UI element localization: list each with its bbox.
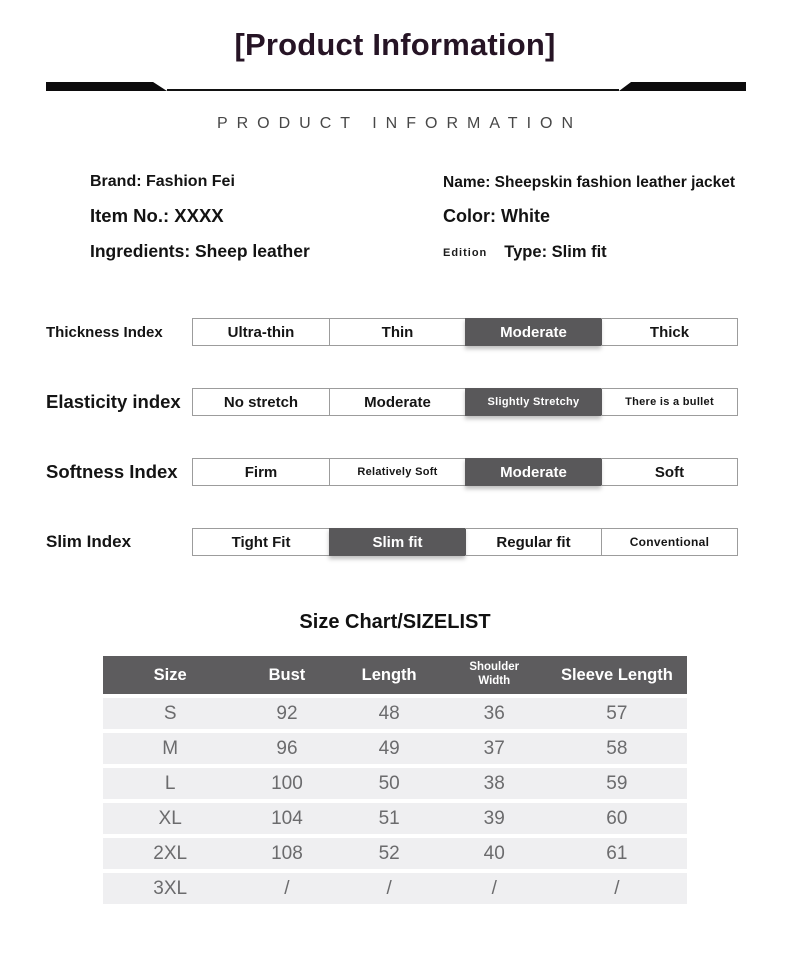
cell-size: 3XL: [153, 877, 188, 899]
cell-length: 51: [378, 807, 400, 829]
divider-line: [167, 89, 619, 91]
column-header-size: Size: [153, 665, 187, 684]
divider-left-bar-icon: [46, 82, 167, 91]
edition-type-line: [443, 243, 790, 262]
index-option: Tight Fit: [231, 533, 291, 551]
edition-label: Edition: [443, 246, 488, 259]
cell-sleeve: 57: [606, 702, 628, 724]
index-option-selected: Moderate: [465, 318, 601, 346]
cell-bust: 100: [271, 772, 303, 794]
index-option: There is a bullet: [601, 389, 737, 415]
elasticity-index-row: [0, 388, 790, 416]
thickness-index-row: [0, 318, 790, 346]
product-name-text: Name: Sheepskin fashion leather jacket: [443, 174, 736, 191]
softness-index-scale: [192, 458, 738, 486]
column-header-shoulder-width: [442, 661, 547, 688]
size-table-row: [103, 803, 687, 834]
header-divider: [46, 82, 746, 91]
slim-index-row: [0, 528, 790, 556]
size-chart-table: [103, 656, 687, 904]
softness-index-row: [0, 458, 790, 486]
elasticity-index-scale: [192, 388, 738, 416]
attributes-left-column: [0, 173, 443, 262]
size-chart-heading: Size Chart/SIZELIST: [299, 611, 491, 633]
column-header-bust: Bust: [268, 665, 306, 684]
index-option-selected: Slim fit: [329, 528, 465, 556]
cell-size: XL: [158, 807, 182, 829]
cell-sleeve: 59: [606, 772, 628, 794]
page-title: [Product Information]: [234, 27, 556, 62]
cell-shoulder: 36: [483, 702, 505, 724]
size-table-row: [103, 768, 687, 799]
cell-shoulder: 37: [483, 737, 505, 759]
size-table-row: [103, 733, 687, 764]
cell-bust: 104: [271, 807, 303, 829]
column-header-length: Length: [361, 665, 417, 684]
index-option-selected: Slightly Stretchy: [465, 388, 601, 416]
cell-sleeve: 58: [606, 737, 628, 759]
column-header-shoulder-width-text: Shoulder Width: [469, 661, 520, 687]
product-attributes: [0, 173, 790, 262]
index-option: Conventional: [601, 529, 737, 555]
index-option: Thick: [601, 319, 737, 345]
column-header-sleeve-length: Sleeve Length: [560, 665, 673, 684]
index-option: Thin: [329, 319, 465, 345]
cell-sleeve: /: [614, 877, 620, 899]
index-option-selected: Moderate: [465, 458, 601, 486]
cell-shoulder: /: [491, 877, 497, 899]
attributes-right-column: [443, 173, 790, 262]
item-no-text: Item No.: XXXX: [90, 205, 224, 226]
cell-bust: 108: [271, 842, 303, 864]
index-option: Relatively Soft: [329, 459, 465, 485]
cell-sleeve: 61: [606, 842, 628, 864]
size-table-header-row: [103, 656, 687, 694]
product-color-text: Color: White: [443, 206, 550, 226]
index-option: Firm: [244, 463, 278, 481]
index-option: Ultra-thin: [227, 323, 295, 341]
cell-size: L: [164, 772, 176, 794]
divider-right-bar-icon: [619, 82, 746, 91]
ingredients-text: Ingredients: Sheep leather: [90, 241, 310, 261]
thickness-index-label: Thickness Index: [46, 323, 163, 341]
index-option: Regular fit: [465, 529, 601, 555]
cell-shoulder: 39: [483, 807, 505, 829]
brand-text: Brand: Fashion Fei: [90, 173, 235, 190]
cell-shoulder: 40: [483, 842, 505, 864]
cell-length: 50: [378, 772, 400, 794]
cell-length: 48: [378, 702, 400, 724]
index-option: No stretch: [223, 393, 299, 411]
elasticity-index-label: Elasticity index: [46, 391, 181, 412]
cell-size: M: [162, 737, 179, 759]
size-table-row: [103, 698, 687, 729]
cell-bust: /: [284, 877, 290, 899]
cell-bust: 92: [276, 702, 298, 724]
softness-index-label: Softness Index: [46, 461, 178, 482]
page-subtitle: PRODUCT INFORMATION: [216, 115, 583, 132]
cell-length: 49: [378, 737, 400, 759]
size-table-row: [103, 838, 687, 869]
cell-length: 52: [378, 842, 400, 864]
thickness-index-scale: [192, 318, 738, 346]
size-table-row: [103, 873, 687, 904]
type-text: Type: Slim fit: [504, 243, 607, 261]
slim-index-label: Slim Index: [46, 532, 132, 551]
cell-sleeve: 60: [606, 807, 628, 829]
cell-bust: 96: [276, 737, 298, 759]
cell-shoulder: 38: [483, 772, 505, 794]
index-option: Soft: [601, 459, 737, 485]
slim-index-scale: [192, 528, 738, 556]
index-scales-section: [0, 318, 790, 556]
cell-length: /: [386, 877, 392, 899]
cell-size: S: [163, 702, 177, 724]
cell-size: 2XL: [153, 842, 188, 864]
index-option: Moderate: [329, 389, 465, 415]
